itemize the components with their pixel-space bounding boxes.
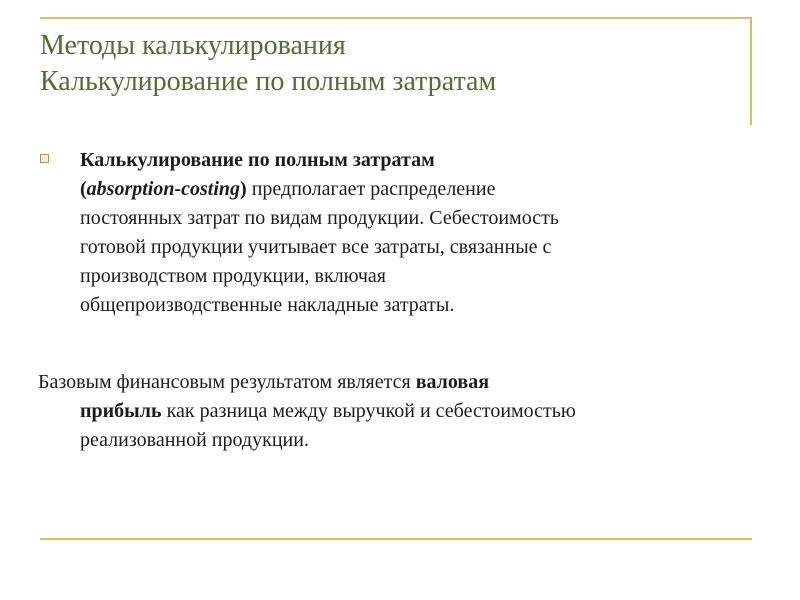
bullet-item: [38, 146, 718, 320]
title-line-2: Калькулирование по полным затратам: [40, 66, 497, 97]
square-bullet-icon: [40, 154, 49, 163]
bottom-rule: [40, 538, 752, 540]
bullet-line-4: готовой продукции учитывает все затраты, связанные с: [80, 236, 552, 258]
paragraph2-line-3: реализованной продукции.: [80, 429, 309, 451]
title-line-1: Методы калькулирования: [40, 30, 346, 61]
paragraph2-line2-rest: как разница между выручкой и себестоимостью: [161, 400, 576, 422]
paragraph-spacer: [38, 320, 718, 368]
bullet-line-2-rest: предполагает распределение: [246, 178, 496, 200]
paragraph2-line1-start: Базовым финансовым результатом является: [38, 371, 416, 393]
close-paren: ): [240, 178, 247, 200]
slide-title: [40, 28, 740, 100]
top-frame-line: [40, 17, 752, 19]
bullet-term: Калькулирование по полным затратам: [80, 149, 435, 171]
paragraph2-line2-bold: прибыль: [80, 400, 162, 422]
bullet-term-en: absorption-costing: [86, 178, 241, 200]
right-frame-line: [750, 17, 752, 125]
paragraph2-line1-bold: валовая: [415, 371, 490, 393]
bullet-line-2: [80, 178, 495, 200]
second-paragraph: [38, 368, 718, 455]
slide-content: [38, 146, 718, 455]
paragraph2-line-1: [38, 371, 489, 393]
bullet-paragraph: [80, 146, 718, 320]
bullet-line-1: [80, 149, 435, 171]
bullet-line-5: производством продукции, включая: [80, 265, 386, 287]
open-paren: (: [80, 178, 87, 200]
paragraph2-line-2: [38, 400, 576, 422]
bullet-line-3: постоянных затрат по видам продукции. Себестоимость: [80, 207, 559, 229]
bullet-line-6: общепроизводственные накладные затраты.: [80, 294, 455, 316]
